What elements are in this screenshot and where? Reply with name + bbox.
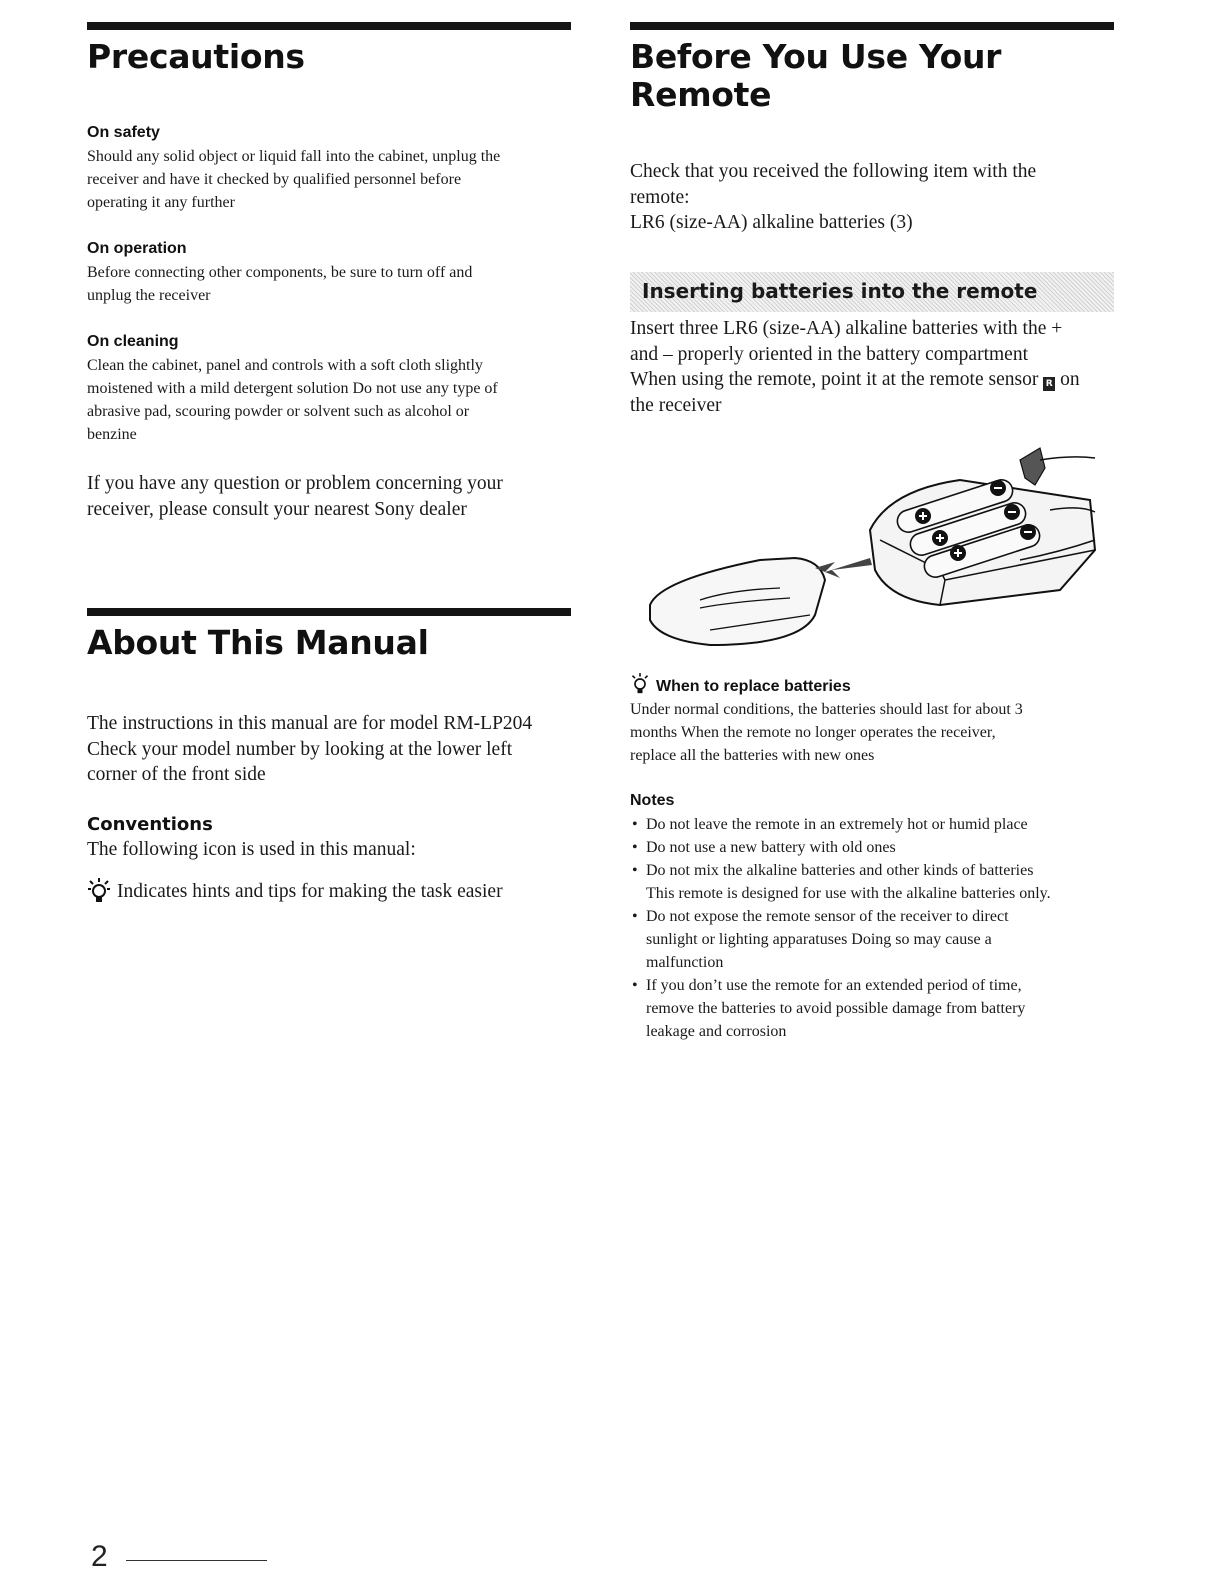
conventions-heading: Conventions bbox=[87, 814, 213, 835]
on-operation-line-2: unplug the receiver bbox=[87, 287, 211, 304]
sensor-line-2: the receiver bbox=[630, 394, 722, 416]
about-rule bbox=[87, 608, 571, 616]
replace-line-2: months When the remote no longer operates the receiver, bbox=[630, 724, 996, 741]
tip-legend-text: Indicates hints and tips for making the task easier bbox=[117, 881, 503, 902]
precautions-title: Precautions bbox=[87, 37, 305, 76]
note-item-2: • Do not use a new battery with old ones bbox=[630, 836, 1114, 859]
about-title: About This Manual bbox=[87, 623, 429, 662]
battery-insertion-illustration bbox=[640, 440, 1110, 655]
notes-list bbox=[630, 813, 1114, 1043]
before-rule bbox=[630, 22, 1114, 30]
sensor-line-on: on bbox=[1060, 369, 1080, 390]
on-cleaning-line-3: abrasive pad, scouring powder or solvent such as alcohol or bbox=[87, 403, 470, 420]
notes-section bbox=[630, 792, 1114, 1043]
dealer-line-2: receiver, please consult your nearest Sony dealer bbox=[87, 498, 467, 520]
page-number: 2 bbox=[91, 1540, 108, 1573]
sensor-line bbox=[630, 367, 1114, 393]
about-intro bbox=[87, 711, 571, 788]
replace-heading-line bbox=[630, 672, 1114, 696]
conventions-section bbox=[87, 814, 571, 905]
insert-line-2: and – properly oriented in the battery compartment bbox=[630, 343, 1028, 365]
lightbulb-icon bbox=[630, 672, 650, 696]
replace-line-1: Under normal conditions, the batteries should last for about 3 bbox=[630, 701, 1023, 718]
inserting-heading: Inserting batteries into the remote bbox=[642, 279, 1038, 303]
on-cleaning-line-1: Clean the cabinet, panel and controls with a soft cloth slightly bbox=[87, 357, 483, 374]
dealer-line-1: If you have any question or problem concerning your bbox=[87, 473, 503, 494]
on-safety-heading: On safety bbox=[87, 124, 160, 141]
replace-heading: When to replace batteries bbox=[656, 678, 851, 695]
on-cleaning-line-4: benzine bbox=[87, 426, 137, 443]
check-line-3: LR6 (size-AA) alkaline batteries (3) bbox=[630, 212, 913, 233]
about-intro-line-2: Check your model number by looking at the lower left bbox=[87, 738, 513, 760]
note-item-3: • Do not mix the alkaline batteries and other kinds of batteries This remote is designed for use with the alkaline batteries only. bbox=[630, 859, 1114, 905]
conventions-text: The following icon is used in this manual: bbox=[87, 839, 416, 860]
precautions-rule bbox=[87, 22, 571, 30]
on-cleaning-section bbox=[87, 333, 571, 446]
insert-line-1: Insert three LR6 (size-AA) alkaline batteries with the + bbox=[630, 318, 1063, 339]
before-title-line-2: Remote bbox=[630, 75, 772, 114]
on-safety-line-1: Should any solid object or liquid fall into the cabinet, unplug the bbox=[87, 148, 501, 165]
on-cleaning-line-2: moistened with a mild detergent solution Do not use any type of bbox=[87, 380, 498, 397]
inserting-heading-band bbox=[630, 272, 1114, 312]
dealer-paragraph bbox=[87, 471, 571, 522]
lightbulb-icon bbox=[87, 877, 111, 905]
on-safety-line-3: operating it any further bbox=[87, 194, 235, 211]
page-number-rule bbox=[126, 1560, 267, 1561]
about-intro-line-1: The instructions in this manual are for model RM-LP204 bbox=[87, 713, 533, 734]
on-safety-section bbox=[87, 124, 571, 214]
on-cleaning-heading: On cleaning bbox=[87, 333, 179, 350]
on-operation-heading: On operation bbox=[87, 240, 187, 257]
remote-sensor-icon: R bbox=[1043, 377, 1055, 391]
note-item-5: • If you don’t use the remote for an extended period of time, remove the batteries to avoid possible damage from battery leakage and corrosion bbox=[630, 974, 1114, 1043]
sensor-line-text: When using the remote, point it at the remote sensor bbox=[630, 369, 1039, 390]
check-line-2: remote: bbox=[630, 186, 690, 208]
on-operation-section bbox=[87, 240, 571, 307]
replace-section bbox=[630, 672, 1114, 767]
tip-legend bbox=[87, 877, 571, 905]
notes-heading: Notes bbox=[630, 792, 675, 809]
note-item-4: • Do not expose the remote sensor of the receiver to direct sunlight or lighting apparatuses Doing so may cause a malfunction bbox=[630, 905, 1114, 974]
check-paragraph bbox=[630, 159, 1114, 236]
replace-line-3: replace all the batteries with new ones bbox=[630, 747, 875, 764]
about-intro-line-3: corner of the front side bbox=[87, 764, 266, 785]
on-operation-line-1: Before connecting other components, be sure to turn off and bbox=[87, 264, 473, 281]
note-item-1: • Do not leave the remote in an extremely hot or humid place bbox=[630, 813, 1114, 836]
before-title-line-1: Before You Use Your bbox=[630, 37, 1002, 76]
on-safety-line-2: receiver and have it checked by qualified personnel before bbox=[87, 171, 462, 188]
before-title bbox=[630, 38, 1114, 114]
check-line-1: Check that you received the following item with the bbox=[630, 161, 1037, 182]
insert-paragraph bbox=[630, 316, 1114, 418]
